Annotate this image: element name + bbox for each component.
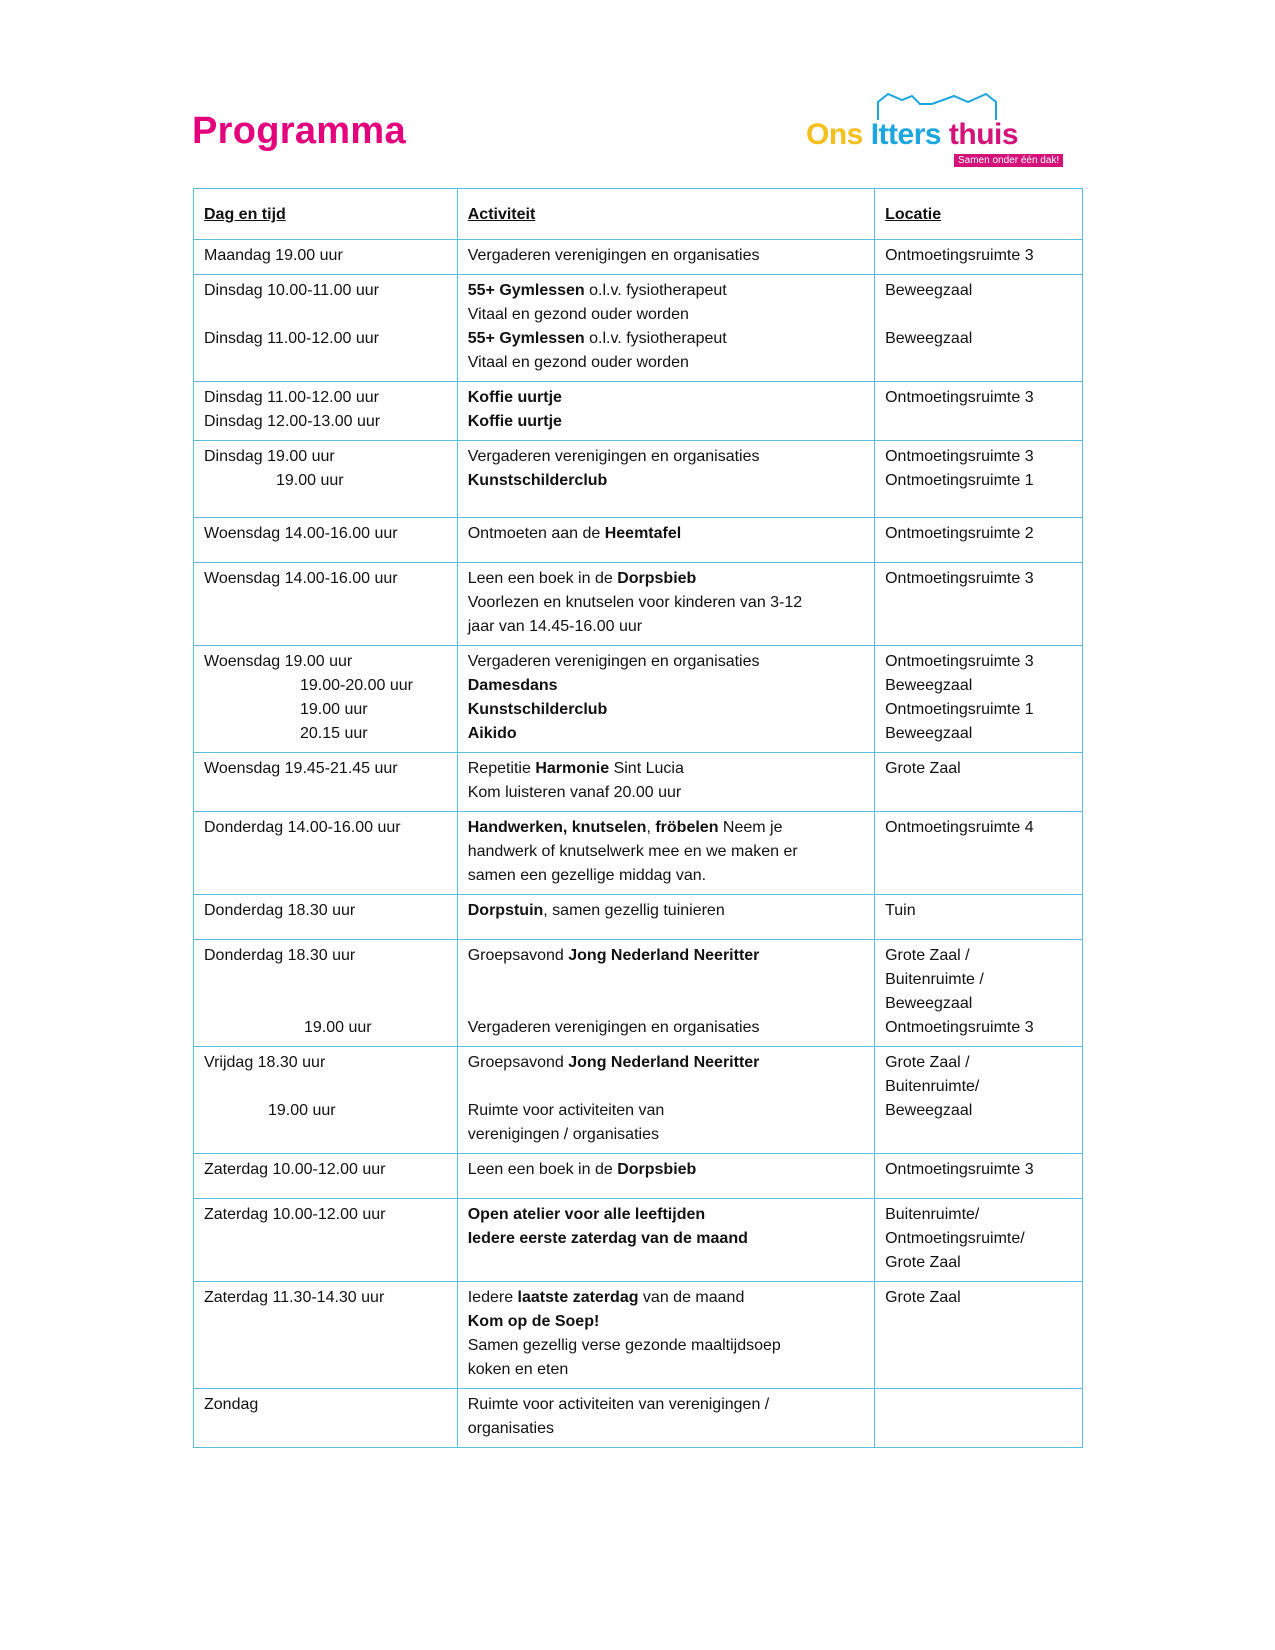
cell-activity bbox=[457, 646, 874, 753]
time-line: 19.00 uur bbox=[268, 1102, 336, 1119]
activity-bold-text: Iedere eerste zaterdag van de maand bbox=[467, 1230, 748, 1247]
activity-bold-text: Jong Nederland Neeritter bbox=[568, 1054, 760, 1071]
activity-text: Ruimte voor activiteiten van verenigingen / bbox=[467, 1396, 770, 1413]
activity-line bbox=[468, 1075, 864, 1099]
time-line: Dinsdag 11.00-12.00 uur bbox=[204, 389, 379, 406]
activity-line bbox=[468, 1286, 864, 1310]
table-row bbox=[194, 1154, 1083, 1199]
cell-location bbox=[875, 895, 1083, 940]
activity-bold-text: Aikido bbox=[467, 725, 517, 742]
logo-word-itters: Itters bbox=[870, 118, 942, 151]
cell-day-time bbox=[194, 1389, 458, 1448]
location-line: Ontmoetingsruimte 1 bbox=[885, 701, 1034, 718]
activity-text: handwerk of knutselwerk mee en we maken er bbox=[467, 843, 798, 860]
location-line: Beweegzaal bbox=[885, 282, 973, 299]
activity-text: samen een gezellige middag van. bbox=[467, 867, 707, 884]
cell-location bbox=[875, 240, 1083, 275]
ons-itters-thuis-logo bbox=[806, 92, 1066, 168]
activity-bold-text: Jong Nederland Neeritter bbox=[568, 947, 760, 964]
activity-line bbox=[468, 816, 864, 840]
time-line: Dinsdag 12.00-13.00 uur bbox=[204, 413, 381, 430]
activity-line bbox=[468, 674, 864, 698]
activity-line bbox=[468, 1393, 864, 1417]
cell-activity bbox=[457, 895, 874, 940]
activity-text: Vitaal en gezond ouder worden bbox=[467, 354, 689, 371]
location-line: Ontmoetingsruimte 3 bbox=[885, 1161, 1034, 1178]
header-day-time: Dag en tijd bbox=[194, 189, 458, 240]
activity-line bbox=[468, 1016, 864, 1040]
time-line: 19.00 uur bbox=[304, 1019, 372, 1036]
activity-text: o.l.v. fysiotherapeut bbox=[584, 282, 727, 299]
location-line: Ontmoetingsruimte 3 bbox=[885, 448, 1034, 465]
cell-activity bbox=[457, 563, 874, 646]
activity-line bbox=[468, 1123, 864, 1147]
cell-location bbox=[875, 753, 1083, 812]
cell-location bbox=[875, 382, 1083, 441]
activity-line bbox=[468, 944, 864, 968]
activity-line bbox=[468, 757, 864, 781]
cell-day-time bbox=[194, 812, 458, 895]
cell-location bbox=[875, 1389, 1083, 1448]
activity-line bbox=[468, 1310, 864, 1334]
cell-day-time bbox=[194, 441, 458, 518]
cell-activity bbox=[457, 940, 874, 1047]
cell-location bbox=[875, 275, 1083, 382]
time-line: 19.00 uur bbox=[300, 701, 368, 718]
activity-text: , bbox=[646, 819, 656, 836]
location-line: Ontmoetingsruimte 1 bbox=[885, 472, 1034, 489]
table-row bbox=[194, 1199, 1083, 1282]
table-row bbox=[194, 940, 1083, 1047]
activity-bold-text: Kunstschilderclub bbox=[467, 472, 608, 489]
table-row bbox=[194, 382, 1083, 441]
activity-text: Ruimte voor activiteiten van bbox=[467, 1102, 665, 1119]
activity-text: Vergaderen verenigingen en organisaties bbox=[467, 1019, 760, 1036]
location-line: Buitenruimte/ bbox=[885, 1078, 980, 1095]
location-line: Beweegzaal bbox=[885, 995, 973, 1012]
location-line bbox=[885, 303, 1072, 327]
time-line: Woensdag 14.00-16.00 uur bbox=[204, 570, 398, 587]
cell-activity bbox=[457, 1282, 874, 1389]
time-line: Donderdag 14.00-16.00 uur bbox=[204, 819, 401, 836]
cell-day-time bbox=[194, 240, 458, 275]
time-line bbox=[204, 992, 447, 1016]
location-line: Grote Zaal bbox=[885, 760, 961, 777]
activity-line bbox=[468, 899, 864, 923]
location-line bbox=[885, 351, 1072, 375]
activity-text: Leen een boek in de bbox=[467, 1161, 618, 1178]
logo-wordmark bbox=[806, 118, 1018, 152]
location-line: Beweegzaal bbox=[885, 330, 973, 347]
program-table-body bbox=[194, 240, 1083, 1448]
location-line: Grote Zaal bbox=[885, 1254, 961, 1271]
activity-line bbox=[468, 591, 864, 615]
cell-location bbox=[875, 518, 1083, 563]
activity-line bbox=[468, 410, 864, 434]
cell-location bbox=[875, 441, 1083, 518]
activity-line bbox=[468, 992, 864, 1016]
cell-location bbox=[875, 563, 1083, 646]
activity-text: Repetitie bbox=[467, 760, 536, 777]
activity-bold-text: Damesdans bbox=[467, 677, 558, 694]
activity-bold-text: Kom op de Soep! bbox=[467, 1313, 600, 1330]
cell-day-time bbox=[194, 518, 458, 563]
activity-line bbox=[468, 244, 864, 268]
activity-line bbox=[468, 722, 864, 746]
time-line: Zaterdag 11.30-14.30 uur bbox=[204, 1289, 385, 1306]
table-row bbox=[194, 563, 1083, 646]
location-line: Grote Zaal bbox=[885, 1289, 961, 1306]
location-line: Ontmoetingsruimte 2 bbox=[885, 525, 1034, 542]
table-row bbox=[194, 441, 1083, 518]
time-line: Maandag 19.00 uur bbox=[204, 247, 343, 264]
activity-text: Leen een boek in de bbox=[467, 570, 618, 587]
location-line: Ontmoetingsruimte 3 bbox=[885, 653, 1034, 670]
activity-line bbox=[468, 522, 864, 546]
logo-tagline: Samen onder één dak! bbox=[954, 154, 1063, 167]
cell-location bbox=[875, 1282, 1083, 1389]
time-line: Vrijdag 18.30 uur bbox=[204, 1054, 326, 1071]
activity-text: Vergaderen verenigingen en organisaties bbox=[467, 247, 760, 264]
cell-location bbox=[875, 1154, 1083, 1199]
activity-text: Vitaal en gezond ouder worden bbox=[467, 306, 689, 323]
activity-bold-text: Heemtafel bbox=[604, 525, 682, 542]
activity-bold-text: laatste zaterdag bbox=[517, 1289, 639, 1306]
activity-bold-text: 55+ Gymlessen bbox=[467, 330, 585, 347]
activity-line bbox=[468, 1417, 864, 1441]
cell-activity bbox=[457, 240, 874, 275]
location-line: Grote Zaal / bbox=[885, 947, 970, 964]
activity-line bbox=[468, 1227, 864, 1251]
time-line: Zaterdag 10.00-12.00 uur bbox=[204, 1206, 386, 1223]
time-line: 19.00-20.00 uur bbox=[300, 677, 413, 694]
activity-bold-text: Handwerken, knutselen bbox=[467, 819, 647, 836]
activity-line bbox=[468, 1099, 864, 1123]
header-location: Locatie bbox=[875, 189, 1083, 240]
activity-text: Sint Lucia bbox=[609, 760, 684, 777]
cell-day-time bbox=[194, 646, 458, 753]
activity-text: jaar van 14.45-16.00 uur bbox=[467, 618, 643, 635]
location-line: Beweegzaal bbox=[885, 725, 973, 742]
cell-activity bbox=[457, 382, 874, 441]
cell-day-time bbox=[194, 1154, 458, 1199]
time-line bbox=[204, 1123, 447, 1147]
time-line: Woensdag 19.45-21.45 uur bbox=[204, 760, 398, 777]
time-line: Dinsdag 11.00-12.00 uur bbox=[204, 330, 379, 347]
activity-text: Vergaderen verenigingen en organisaties bbox=[467, 653, 760, 670]
activity-line bbox=[468, 650, 864, 674]
cell-day-time bbox=[194, 275, 458, 382]
table-row bbox=[194, 1389, 1083, 1448]
location-line: Ontmoetingsruimte 4 bbox=[885, 819, 1034, 836]
time-line: Zondag bbox=[204, 1396, 259, 1413]
time-line bbox=[204, 1075, 447, 1099]
cell-activity bbox=[457, 518, 874, 563]
table-row bbox=[194, 1282, 1083, 1389]
cell-activity bbox=[457, 1199, 874, 1282]
activity-line bbox=[468, 781, 864, 805]
location-line: Grote Zaal / bbox=[885, 1054, 970, 1071]
time-line bbox=[204, 351, 447, 375]
activity-bold-text: Dorpsbieb bbox=[617, 1161, 697, 1178]
activity-line bbox=[468, 698, 864, 722]
location-line: Beweegzaal bbox=[885, 1102, 973, 1119]
cell-day-time bbox=[194, 1282, 458, 1389]
activity-bold-text: Open atelier voor alle leeftijden bbox=[467, 1206, 706, 1223]
activity-bold-text: Koffie uurtje bbox=[467, 389, 562, 406]
activity-text: Groepsavond bbox=[467, 947, 569, 964]
activity-text: Neem je bbox=[718, 819, 783, 836]
cell-day-time bbox=[194, 940, 458, 1047]
cell-activity bbox=[457, 441, 874, 518]
location-line: Ontmoetingsruimte 3 bbox=[885, 1019, 1034, 1036]
activity-bold-text: 55+ Gymlessen bbox=[467, 282, 585, 299]
activity-line bbox=[468, 1334, 864, 1358]
time-line: Woensdag 14.00-16.00 uur bbox=[204, 525, 398, 542]
activity-line bbox=[468, 1051, 864, 1075]
cell-day-time bbox=[194, 895, 458, 940]
activity-line bbox=[468, 615, 864, 639]
cell-location bbox=[875, 812, 1083, 895]
activity-bold-text: Koffie uurtje bbox=[467, 413, 562, 430]
location-line bbox=[885, 1393, 1072, 1417]
cell-activity bbox=[457, 812, 874, 895]
time-line: Donderdag 18.30 uur bbox=[204, 902, 356, 919]
time-line: 20.15 uur bbox=[300, 725, 368, 742]
logo-word-ons: Ons bbox=[806, 118, 863, 151]
activity-line bbox=[468, 864, 864, 888]
activity-line bbox=[468, 469, 864, 493]
time-line bbox=[204, 968, 447, 992]
activity-text: o.l.v. fysiotherapeut bbox=[584, 330, 727, 347]
cell-day-time bbox=[194, 563, 458, 646]
cell-activity bbox=[457, 1047, 874, 1154]
activity-bold-text: fröbelen bbox=[655, 819, 719, 836]
activity-bold-text: Dorpstuin bbox=[467, 902, 544, 919]
table-row bbox=[194, 518, 1083, 563]
table-row bbox=[194, 240, 1083, 275]
time-line bbox=[204, 303, 447, 327]
cell-day-time bbox=[194, 753, 458, 812]
table-row bbox=[194, 1047, 1083, 1154]
activity-text: Kom luisteren vanaf 20.00 uur bbox=[467, 784, 682, 801]
activity-line bbox=[468, 1203, 864, 1227]
activity-text: verenigingen / organisaties bbox=[467, 1126, 659, 1143]
activity-line bbox=[468, 445, 864, 469]
activity-line bbox=[468, 968, 864, 992]
activity-text: koken en eten bbox=[467, 1361, 569, 1378]
activity-line bbox=[468, 1158, 864, 1182]
location-line: Ontmoetingsruimte 3 bbox=[885, 570, 1034, 587]
table-row bbox=[194, 812, 1083, 895]
activity-line bbox=[468, 840, 864, 864]
cell-location bbox=[875, 1047, 1083, 1154]
cell-day-time bbox=[194, 1047, 458, 1154]
cell-activity bbox=[457, 1389, 874, 1448]
activity-text: Samen gezellig verse gezonde maaltijdsoep bbox=[467, 1337, 781, 1354]
activity-text: , samen gezellig tuinieren bbox=[543, 902, 725, 919]
location-line: Ontmoetingsruimte 3 bbox=[885, 247, 1034, 264]
activity-line bbox=[468, 327, 864, 351]
activity-line bbox=[468, 279, 864, 303]
location-line bbox=[885, 410, 1072, 434]
cell-location bbox=[875, 646, 1083, 753]
activity-bold-text: Dorpsbieb bbox=[617, 570, 697, 587]
cell-activity bbox=[457, 275, 874, 382]
time-line: Zaterdag 10.00-12.00 uur bbox=[204, 1161, 386, 1178]
program-table bbox=[193, 188, 1083, 1448]
location-line: Buitenruimte/ bbox=[885, 1206, 980, 1223]
activity-text: Voorlezen en knutselen voor kinderen van 3-12 bbox=[467, 594, 803, 611]
activity-bold-text: Harmonie bbox=[535, 760, 610, 777]
location-line: Beweegzaal bbox=[885, 677, 973, 694]
cell-activity bbox=[457, 1154, 874, 1199]
logo-word-thuis: thuis bbox=[948, 118, 1019, 151]
location-line bbox=[885, 1123, 1072, 1147]
cell-activity bbox=[457, 753, 874, 812]
cell-day-time bbox=[194, 382, 458, 441]
cell-location bbox=[875, 1199, 1083, 1282]
location-line: Buitenruimte / bbox=[885, 971, 984, 988]
activity-bold-text: Kunstschilderclub bbox=[467, 701, 608, 718]
cell-day-time bbox=[194, 1199, 458, 1282]
time-line: Dinsdag 10.00-11.00 uur bbox=[204, 282, 379, 299]
table-row bbox=[194, 275, 1083, 382]
table-row bbox=[194, 895, 1083, 940]
time-line: 19.00 uur bbox=[276, 472, 344, 489]
time-line: Woensdag 19.00 uur bbox=[204, 653, 353, 670]
activity-text: Iedere bbox=[467, 1289, 518, 1306]
activity-text: organisaties bbox=[467, 1420, 555, 1437]
activity-line bbox=[468, 303, 864, 327]
location-line: Ontmoetingsruimte 3 bbox=[885, 389, 1034, 406]
activity-text: van de maand bbox=[638, 1289, 745, 1306]
activity-line bbox=[468, 351, 864, 375]
table-row bbox=[194, 646, 1083, 753]
cell-location bbox=[875, 940, 1083, 1047]
activity-text: Vergaderen verenigingen en organisaties bbox=[467, 448, 760, 465]
table-header-row bbox=[194, 189, 1083, 240]
header-activity: Activiteit bbox=[457, 189, 874, 240]
activity-text: Groepsavond bbox=[467, 1054, 569, 1071]
page-title: Programma bbox=[192, 110, 406, 152]
time-line: Donderdag 18.30 uur bbox=[204, 947, 356, 964]
activity-text: Ontmoeten aan de bbox=[467, 525, 605, 542]
time-line: Dinsdag 19.00 uur bbox=[204, 448, 335, 465]
location-line: Ontmoetingsruimte/ bbox=[885, 1230, 1025, 1247]
activity-line bbox=[468, 386, 864, 410]
table-row bbox=[194, 753, 1083, 812]
activity-line bbox=[468, 1358, 864, 1382]
activity-line bbox=[468, 567, 864, 591]
location-line: Tuin bbox=[885, 902, 916, 919]
